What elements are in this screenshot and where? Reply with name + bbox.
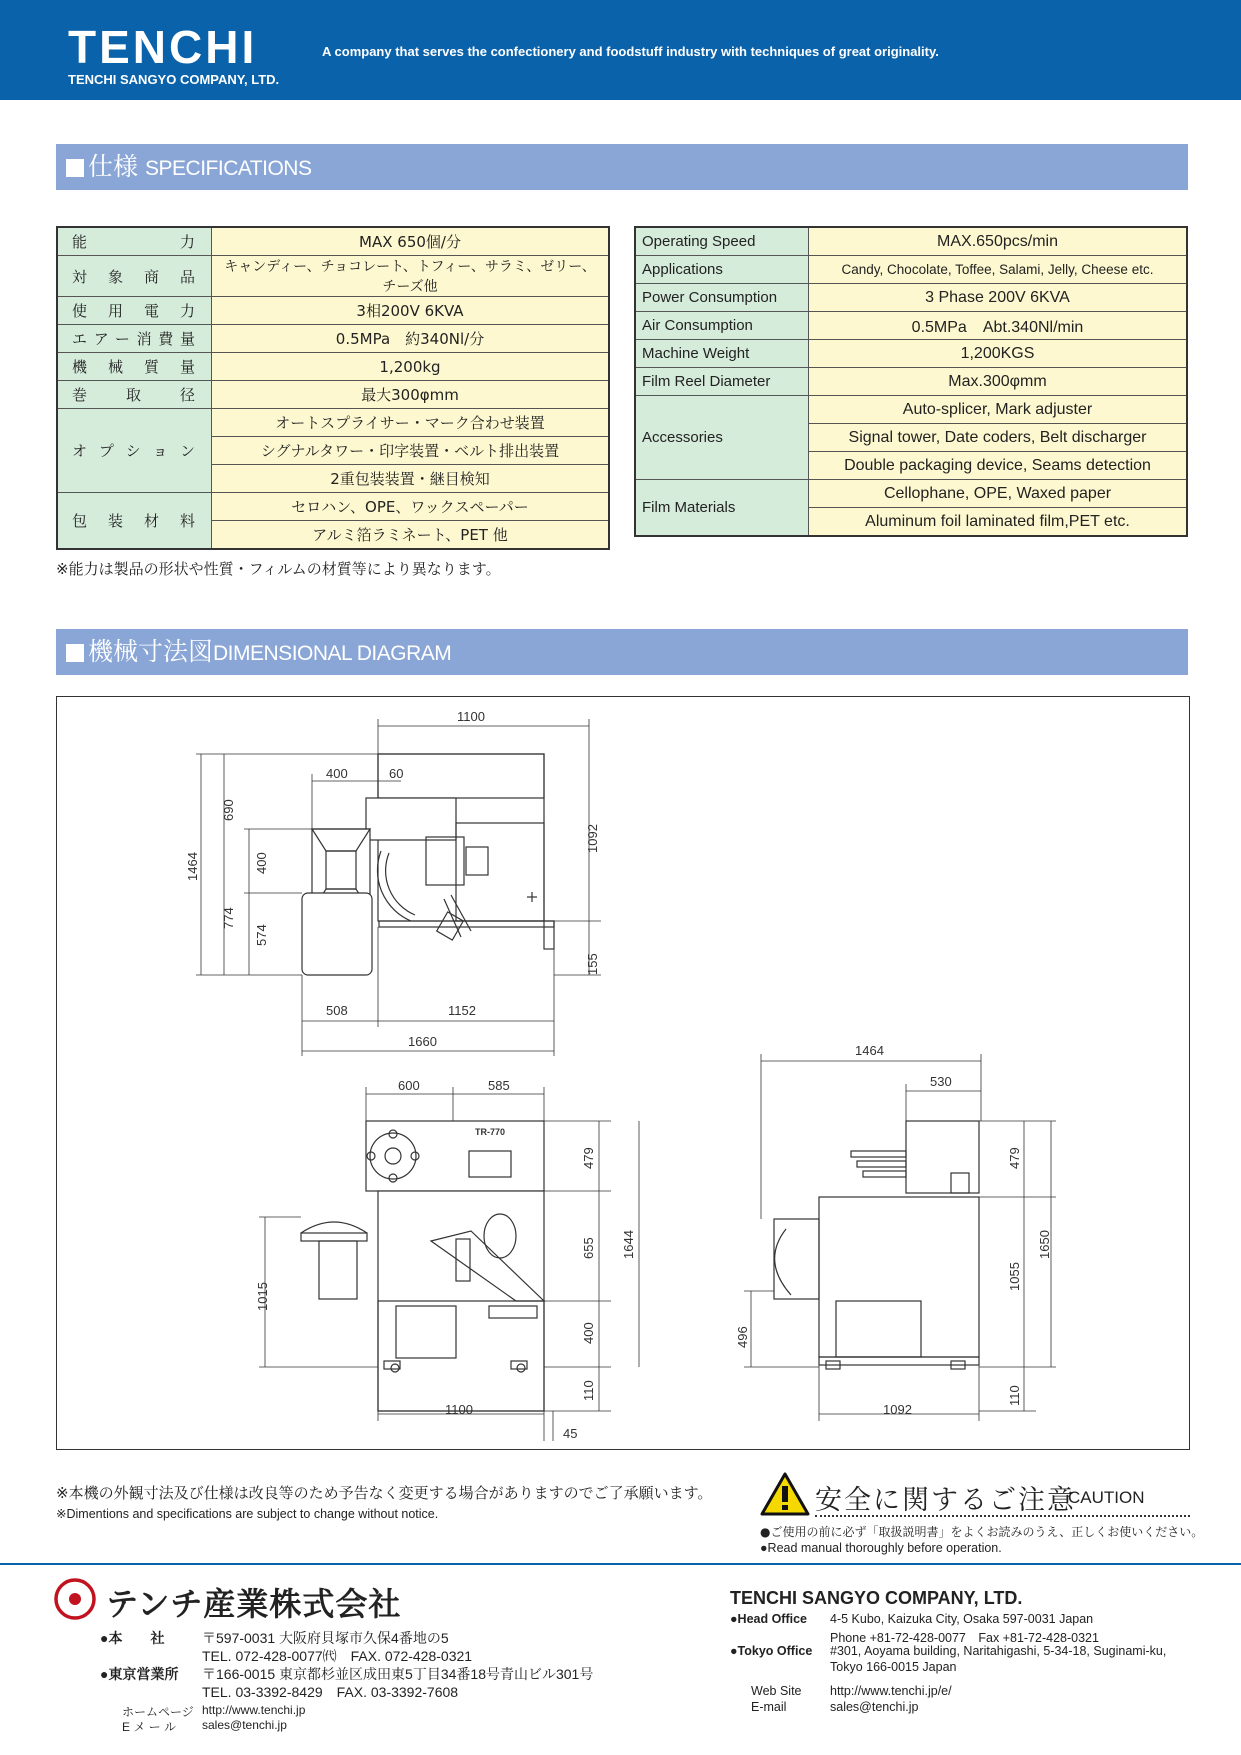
header-company-name: TENCHI SANGYO COMPANY, LTD. — [68, 72, 280, 87]
table-row — [57, 493, 609, 521]
table-label: 能力 — [57, 227, 212, 256]
table-label: 対象商品 — [57, 256, 212, 297]
tokyo-office-tel-jp: TEL. 03-3392-8429 FAX. 03-3392-7608 — [202, 1684, 459, 1700]
tenchi-mark-icon — [52, 1576, 98, 1622]
table-row — [635, 368, 1187, 396]
head-office-address-en: 4-5 Kubo, Kaizuka City, Osaka 597-0031 Japan — [830, 1612, 1094, 1626]
dim-label: 45 — [563, 1426, 578, 1441]
dim-label: 1100 — [445, 1402, 473, 1417]
email-link[interactable]: sales@tenchi.jp — [202, 1718, 287, 1732]
email-label-en: E-mail — [751, 1700, 787, 1714]
dim-label: 1152 — [448, 1003, 476, 1018]
side-view-machine — [774, 1121, 979, 1369]
table-label: Power Consumption — [635, 284, 809, 312]
footer-divider — [0, 1563, 1241, 1565]
table-value: 0.5MPa 約340Nl/分 — [212, 325, 610, 353]
table-row — [635, 480, 1187, 508]
diagram-title-jp: 機械寸法図 — [88, 637, 214, 666]
table-row — [57, 227, 609, 256]
table-value: Auto-splicer, Mark adjuster — [809, 396, 1188, 424]
model-plate: TR-770 — [475, 1127, 506, 1137]
bullet-square-icon — [66, 159, 84, 177]
dim-label: 110 — [581, 1380, 596, 1401]
dim-label: 1100 — [457, 709, 485, 724]
table-row — [57, 381, 609, 409]
table-value: Double packaging device, Seams detection — [809, 452, 1188, 480]
bullet-square-icon — [66, 644, 84, 662]
table-value: 3 Phase 200V 6KVA — [809, 284, 1188, 312]
tokyo-office-label-jp: ●東京営業所 — [100, 1666, 179, 1682]
table-label: 機械質量 — [57, 353, 212, 381]
table-row — [635, 284, 1187, 312]
table-value: 最大300φmm — [212, 381, 610, 409]
table-label: Film Reel Diameter — [635, 368, 809, 396]
table-value: 1,200kg — [212, 353, 610, 381]
caution-text-en: ●Read manual thoroughly before operation. — [760, 1541, 1002, 1555]
dim-label: 400 — [326, 766, 348, 781]
table-value: 2重包装装置・継目検知 — [212, 465, 610, 493]
dim-label: 400 — [581, 1322, 596, 1344]
tokyo-office-address-en: #301, Aoyama building, Naritahigashi, 5-34-18, Suginami-ku, — [830, 1644, 1167, 1658]
diagram-title-en: DIMENSIONAL DIAGRAM — [213, 642, 452, 665]
dim-label: 155 — [585, 953, 600, 975]
table-value: キャンディー、チョコレート、トフィー、サラミ、ゼリー、チーズ他 — [212, 256, 610, 297]
table-label: 使用電力 — [57, 297, 212, 325]
dim-label: 530 — [930, 1074, 952, 1089]
table-value: Cellophane, OPE, Waxed paper — [809, 480, 1188, 508]
front-view-machine — [301, 1121, 544, 1411]
head-office-label-en: ●Head Office — [730, 1612, 808, 1626]
spec-table-jp — [56, 226, 610, 550]
email-label-jp: E メ ー ル — [122, 1720, 177, 1734]
tokyo-office-address-en-2: Tokyo 166-0015 Japan — [830, 1660, 957, 1674]
caution-title-en: CAUTION — [1068, 1488, 1145, 1507]
table-value: 3相200V 6KVA — [212, 297, 610, 325]
table-label: Applications — [635, 256, 809, 284]
dim-label: 508 — [326, 1003, 348, 1018]
warning-triangle-icon — [760, 1472, 810, 1516]
spec-note: ※能力は製品の形状や性質・フィルムの材質等により異なります。 — [56, 560, 501, 578]
table-row — [57, 353, 609, 381]
website-link-en[interactable]: http://www.tenchi.jp/e/ — [830, 1684, 952, 1698]
table-row — [635, 312, 1187, 340]
head-office-label-jp: ●本 社 — [100, 1630, 165, 1646]
change-notice-jp: ※本機の外観寸法及び仕様は改良等のため予告なく変更する場合がありますのでご了承願います。 — [56, 1484, 713, 1502]
table-row — [635, 227, 1187, 256]
dim-label: 1644 — [621, 1230, 636, 1259]
email-link-en[interactable]: sales@tenchi.jp — [830, 1700, 919, 1714]
head-office-address-jp: 〒597-0031 大阪府貝塚市久保4番地の5 — [202, 1630, 449, 1646]
table-row — [57, 325, 609, 353]
table-value: 1,200KGS — [809, 340, 1188, 368]
table-value: Aluminum foil laminated film,PET etc. — [809, 508, 1188, 537]
spec-section-bar — [56, 144, 1188, 190]
spec-table-en — [634, 226, 1188, 537]
table-value: シグナルタワー・印字装置・ベルト排出装置 — [212, 437, 610, 465]
table-row — [57, 256, 609, 297]
website-label-en: Web Site — [751, 1684, 802, 1698]
table-label: エアー消費量 — [57, 325, 212, 353]
table-label: Film Materials — [635, 480, 809, 537]
table-value: MAX 650個/分 — [212, 227, 610, 256]
table-label: Machine Weight — [635, 340, 809, 368]
spec-title-jp: 仕様 — [88, 152, 139, 181]
table-row — [57, 409, 609, 437]
table-label: Operating Speed — [635, 227, 809, 256]
table-value: Max.300φmm — [809, 368, 1188, 396]
table-value: MAX.650pcs/min — [809, 227, 1188, 256]
company-name-en: TENCHI SANGYO COMPANY, LTD. — [730, 1588, 1023, 1608]
head-office-phone-en: Phone +81-72-428-0077 Fax +81-72-428-0321 — [830, 1631, 1099, 1645]
tokyo-office-address-jp: 〒166-0015 東京都杉並区成田東5丁目34番18号青山ビル301号 — [202, 1666, 594, 1682]
table-label: オプション — [57, 409, 212, 493]
homepage-label-jp: ホームページ — [122, 1705, 194, 1719]
table-value: オートスプライサー・マーク合わせ装置 — [212, 409, 610, 437]
tokyo-office-label-en: ●Tokyo Office — [730, 1644, 813, 1658]
caution-title-jp: 安全に関するご注意 — [815, 1485, 1076, 1516]
table-label: Air Consumption — [635, 312, 809, 340]
diagram-section-bar — [56, 629, 1188, 675]
tenchi-logo: TENCHI — [68, 21, 258, 73]
dim-label: 400 — [254, 852, 269, 874]
table-value: Candy, Chocolate, Toffee, Salami, Jelly, Cheese etc. — [809, 256, 1188, 284]
dim-label: 1660 — [408, 1034, 437, 1049]
dim-label: 60 — [389, 766, 404, 781]
table-row — [635, 340, 1187, 368]
table-value: Signal tower, Date coders, Belt discharger — [809, 424, 1188, 452]
dim-label: 1650 — [1037, 1230, 1052, 1259]
table-value: セロハン、OPE、ワックスペーパー — [212, 493, 610, 521]
dim-label: 1464 — [855, 1043, 884, 1058]
dim-label: 1464 — [185, 852, 200, 881]
dim-label: 1015 — [255, 1282, 270, 1311]
table-label: 巻取径 — [57, 381, 212, 409]
dim-label: 655 — [581, 1237, 596, 1259]
table-label: 包装材料 — [57, 493, 212, 550]
dim-label: 1092 — [585, 824, 600, 853]
caution-divider — [815, 1515, 1190, 1517]
dim-label: 600 — [398, 1078, 420, 1093]
table-label: Accessories — [635, 396, 809, 480]
spec-title-en: SPECIFICATIONS — [145, 157, 312, 180]
company-name-jp: テンチ産業株式会社 — [106, 1585, 402, 1623]
dim-label: 1055 — [1007, 1262, 1022, 1291]
dim-label: 585 — [488, 1078, 510, 1093]
dim-label: 1092 — [883, 1402, 912, 1417]
diagram-drawing — [57, 697, 1187, 1447]
table-value: アルミ箔ラミネート、PET 他 — [212, 521, 610, 550]
dim-label: 690 — [221, 799, 236, 821]
dim-label: 774 — [221, 907, 236, 929]
dim-label: 110 — [1007, 1385, 1022, 1406]
dim-label: 479 — [1007, 1147, 1022, 1169]
header-tagline: A company that serves the confectionery and foodstuff industry with techniques of great originality. — [322, 44, 939, 59]
table-row — [635, 396, 1187, 424]
dim-label: 479 — [581, 1147, 596, 1169]
table-value: 0.5MPa Abt.340Nl/min — [809, 312, 1188, 340]
table-row — [57, 297, 609, 325]
table-row — [635, 256, 1187, 284]
change-notice-en: ※Dimentions and specifications are subject to change without notice. — [56, 1507, 439, 1521]
head-office-tel-jp: TEL. 072-428-0077㈹ FAX. 072-428-0321 — [202, 1648, 473, 1664]
homepage-link[interactable]: http://www.tenchi.jp — [202, 1703, 306, 1717]
top-view-machine — [302, 754, 554, 975]
dimensional-diagram — [56, 696, 1190, 1450]
dim-label: 496 — [735, 1326, 750, 1348]
dim-label: 574 — [254, 924, 269, 946]
caution-text-jp: ●ご使用の前に必ず「取扱説明書」をよくお読みのうえ、正しくお使いください。 — [760, 1525, 1204, 1539]
